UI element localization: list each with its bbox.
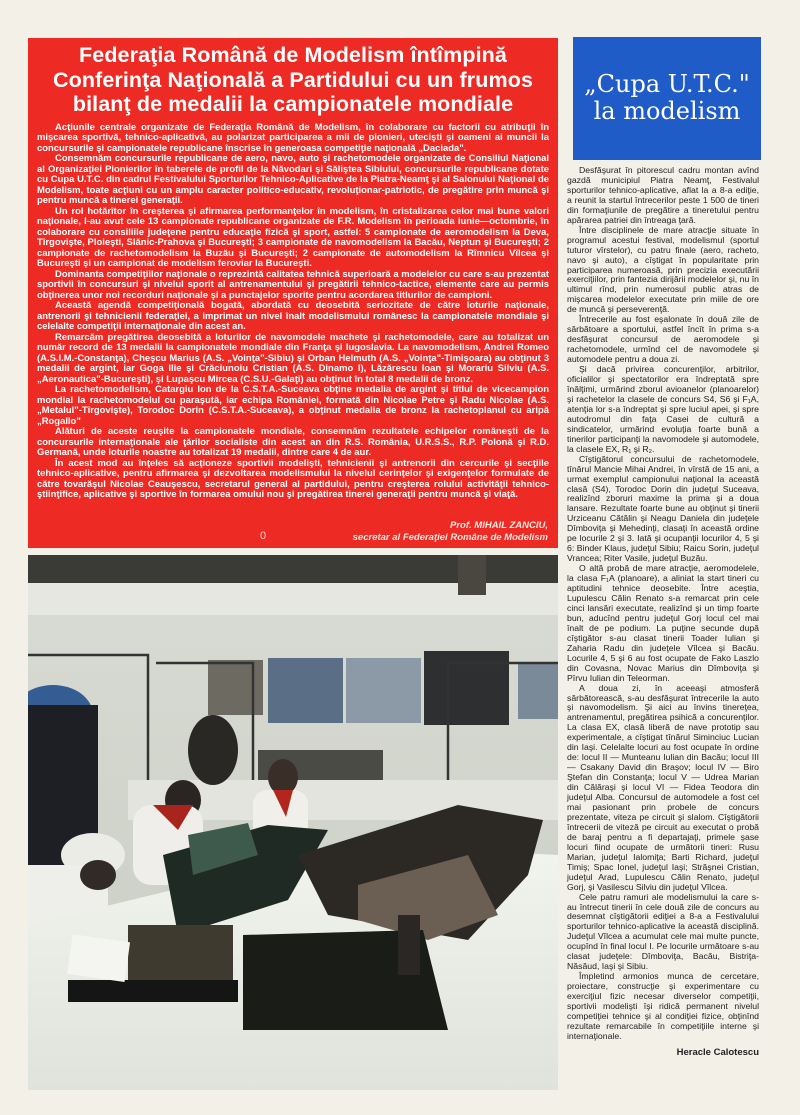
model-label-card	[67, 934, 130, 982]
exhibition-photo	[28, 555, 558, 1090]
author-role: secretar al Federaţiei Române de Modelism	[352, 532, 548, 543]
paragraph: A doua zi, în aceeaşi atmosferă sărbătorească, s-au desfăşurat întrecerile la auto şi navomodelism. Şi aici au învins tinereţea, antrenamentul, pregătirea psihică a concurenţilor. La clasa EX, clasă liberă de nave prototip sau experimentale, a cîştigat tînărul Siminciuc Lucian din Iaşi. Celelalte locuri au fost ocupate în ordine de: locul II — Munteanu Iulian din Bacău; locul III — Csakany David din Braşov; locul IV — Biro Ştefan din Constanţa; locul V — Udrea Marian din Călăraşi şi locul VI — Fidea Teodora din judeţul Alba. Concursul de automodele a fost cel mai pasionant prin probele de concurs prezentate, viteza pe circuit şi slalom. Cîştigătorii întrecerii de viteză pe circuit au executat o probă de baraj pentru a fi departajaţi, primele şase locuri fiind ocupate de următorii tineri: Rusu Marian, judeţul Ialomiţa; Barti Richard, judeţul Timiş; Spac Ionel, judeţul Iaşi; Străşnei Cristian, judeţul Arad, Lupulescu Călin Renato, judeţul Gorj, şi Vasilescu Silviu din judeţul Vîlcea.	[567, 682, 759, 892]
paragraph: O altă probă de mare atracţie, aeromodelele, la clasa F₁A (planoare), a aliniat la start tineri cu aptitudini tehnice deosebite. Între aceştia, Lupulescu Călin Renato s-a remarcat prin cele cinci lansări executate, realizînd şi un timp foarte bun, aducînd pentru judeţul Gorj locul cel mai înalt de pe podium. La puţine secunde după cîştigător s-au clasat tinerii Toader Iulian şi Zaharia Radu din judeţele Vîlcea şi Bacău. Locurile 4, 5 şi 6 au fost ocupate de Fako Laszlo din Covasna, Novac Marius din Dîmboviţa şi Pîrvu Iulian din Teleorman.	[567, 563, 759, 683]
paragraph: Desfăşurat în pitorescul cadru montan avînd gazdă municipiul Piatra Neamţ, Festivalul sporturilor tehnico-aplicative, aflat la a 8-a ediţie, a reunit la startul întrecerilor peste 1 500 de tineri din formaţiunile de pregătire a tineretului pentru apărarea patriei din întreaga ţară.	[567, 165, 759, 225]
paragraph: Împletind armonios munca de cercetare, proiectare, construcţie şi experimentare cu exerciţiul fizic necesar diverselor competiţii, sportivii modelişti îşi ridică permanent nivelul competiţiei tehnice şi al condiţiei fizice, obţinînd rezultate remarcabile în competiţiile interne şi internaţionale.	[567, 971, 759, 1041]
ceiling-beam	[458, 555, 486, 595]
paragraph: Întrecerile au fost eşalonate în două zile de sărbătoare a sportului, astfel încît în prima s-a desfăşurat concursul de aeromodele şi rachetomodele, urmînd cel de navomodele şi automodele pentru a doua zi.	[567, 314, 759, 365]
page-marker: 0	[260, 530, 267, 542]
paragraph: Remarcăm pregătirea deosebită a loturilor de navomodele machete şi rachetomodele, care au totalizat un număr record de 13 medalii la campionatele mondiale din Franţa şi Iugoslavia. La navomodelism, Andrei Romeo (A.S.I.M.-Constanţa), Cheşcu Marius (A.S. „Voinţa"-Sibiu) şi Orban Helmuth (A.S. „Voinţa"-Timişoara) au obţinut 3 medalii de argint, iar Goga Ilie şi Crăciunoiu Cristian (A.S. Dinamo I), Lăzărescu Ioan şi Morariu Silviu (A.S. „Aeronautica"-Bucureşti), şi Lupaşcu Mircea (C.S.U.-Galaţi) au obţinut în total 8 medalii de bronz.	[37, 331, 549, 385]
paragraph: Un rol hotărîtor în creşterea şi afirmarea performanţelor în modelism, în cristalizarea celor mai bune valori naţionale, l-au avut cele 13 campionate republicane organizate de F.R. Modelism în perioada iunie—octombrie, în colaborare cu consiliile judeţene pentru educaţie fizică şi sport, astfel: 5 campionate de aeromodelism la Deva, Tîrgovişte, Ploieşti, Slănic-Prahova şi Bucureşti; 3 campionate de navomodelism la Bacău, Neptun şi Bucureşti; 2 campionate de rachetomodelism la Buzău şi Bucureşti; 2 campionate de automodelism la Rîmnicu Vîlcea şi Bucureşti şi un campionat de modelism feroviar la Bucureşti.	[37, 205, 549, 269]
main-article-title: Federaţia Română de Modelism întîmpină Conferinţa Naţională a Partidului cu un frumos bilanţ de medalii la campionatele mondiale	[52, 43, 534, 116]
side-article-title-line1: „Cupa U.T.C."	[584, 70, 750, 98]
paragraph: Această agendă competiţională bogată, abordată cu deosebită seriozitate de către loturile naţionale, antrenorii şi tehnicienii federaţiei, a imprimat un nivel înalt modelismului românesc la campionatele mondiale şi celelalte competiţii internaţionale din acest an.	[37, 300, 549, 332]
paragraph: Cîştigătorul concursului de rachetomodele, tînărul Mancie Mihai Andrei, în vîrstă de 15 ani, a urmat exemplul campionului naţional la această clasă (S4), Torodoc Dorin din judeţul Suceava, realizînd zboruri maxime la prima şi a doua lansare. Rezultate foarte bune au obţinut şi tinerii Urziceanu Cătălin şi Neagu Daniela din judeţele Dîmboviţa şi Mehedinţi, clasaţi în această ordine pe locurile 2 şi 3. Iată şi ocupanţii locurilor 4, 5 şi 6: Binder Klaus, judeţul Sibiu; Raicu Sorin, judeţul Vrancea; Riter Vasile, judeţul Buzău.	[567, 453, 759, 564]
paragraph: Şi dacă privirea concurenţilor, arbitrilor, oficialilor şi spectatorilor era îndreptată spre înălţimi, urmărind zborul avioanelor (planoarelor) şi rachetelor la clasele de concurs S4, S6 şi F₁A, atenţia lor s-a îndreptat şi spre luciul apei, şi spre autodromul din faţa Casei de cultură a sindicatelor, urmărind evoluţia foarte bună a tinerilor participanţi la navomodele şi automodele, la clasele EX, R₁ şi R₂.	[567, 364, 759, 454]
paragraph: Cele patru ramuri ale modelismului la care s-au întrecut tinerii în cele două zile de concurs au desemnat cîştigătorii ediţiei a 8-a a Festivalului sporturilor tehnico-aplicative la această disciplină. Judeţul Vîlcea a acumulat cele mai multe puncte, ocupînd în final locul I. Pe locurile următoare s-au clasat judeţele: Dîmboviţa, Bacău, Bistriţa-Năsăud, Iaşi şi Sibiu.	[567, 891, 759, 972]
side-article-title-box	[573, 37, 761, 160]
paragraph: Alături de aceste reuşite la campionatele mondiale, consemnăm rezultatele echipelor româneşti de la concursurile internaţionale ale ţărilor socialiste din acest an din R.S. România, U.R.S.S., R.P. Polonă şi R.D. Germană, unde loturile noastre au totalizat 19 medalii, dintre care 4 de aur.	[37, 426, 549, 458]
author-name: Prof. MIHAIL ZANCIU,	[450, 520, 548, 531]
main-article	[28, 38, 558, 548]
side-article-signature: Heracle Calotescu	[676, 1046, 759, 1058]
paragraph: Consemnăm concursurile republicane de aero, navo, auto şi rachetomodele organizate de Consiliul Naţional al Organizaţiei Pionierilor în taberele de profil de la Năvodari şi Săliştea Sibiului, concursurile republicane dotate cu Cupa U.T.C. din cadrul Festivalului Sporturilor Tehnico-Aplicative de la Piatra-Neamţ şi al Salonului Naţional de Modelism, toate acţiuni cu un amplu caracter politico-educativ, revoluţionar-patriotic, de pregătire prin muncă şi pentru muncă a tinerei generaţii.	[37, 153, 549, 206]
paragraph: La rachetomodelism, Catargiu Ion de la C.S.T.A.-Suceava obţine medalia de argint şi titlul de vicecampion mondial la rachetomodelul cu paraşută, iar echipa României, formată din Nicolae Petre şi Radu Nicolae (A.S. „Metalul"-Tîrgovişte), Torodoc Dorin (C.S.T.A.-Suceava), a obţinut medalia de bronz la rachetoplanul cu aripă „Rogallo"	[37, 384, 549, 427]
paragraph: Între disciplinele de mare atracţie situate în programul acestui festival, modelismul (sportul tuturor vîrstelor), cu patru finale (aero, racheto, navo şi auto), a cîştigat în popularitate prin participarea numeroasă, prin precizia executării exerciţiilor, prin fantezia dirijării modelelor şi, nu în ultimul rînd, prin numerosul public atras de mişcarea modelelor executate prin miile de ore de muncă şi perseverenţă.	[567, 224, 759, 315]
paragraph: Acţiunile centrale organizate de Federaţia Română de Modelism, în colaborare cu factorii cu atribuţii în mişcarea sportivă, tehnico-aplicativă, au polarizat participarea a mii de pionieri, utecişti şi oameni ai muncii la concursurile şi campionatele republicane înscrise în generoasa competiţie naţională „Daciada".	[37, 121, 549, 154]
paragraph: În acest mod au înţeles să acţioneze sportivii modelişti, tehnicienii şi antrenorii din cercurile şi secţiile tehnico-aplicative, pentru afirmarea şi dezvoltarea modelismului la nivelul cerinţelor şi exigenţelor formulate de către tovarăşul Nicolae Ceauşescu, secretarul general al partidului, pentru creşterea rolului activităţii tehnico-ştiinţifice, aplicative şi sportive în formarea omului nou şi pregătirea tinerei generaţii pentru muncă şi viaţă.	[37, 457, 549, 500]
main-article-body	[28, 117, 558, 501]
paragraph: Dominanta competiţiilor naţionale o reprezintă calitatea tehnică superioară a modelelor cu care s-au prezentat sportivii în concursuri şi nivelul sporit al antrenamentului şi pregătirii tehnico-tactice, elemente care au permis obţinerea unor noi recorduri naţionale şi a punctajelor sporite pentru acordarea titlurilor de campioni.	[37, 268, 549, 301]
side-article-body	[567, 166, 759, 1058]
main-article-signature	[353, 520, 548, 544]
side-article-title-line2: la modelism	[593, 97, 741, 125]
